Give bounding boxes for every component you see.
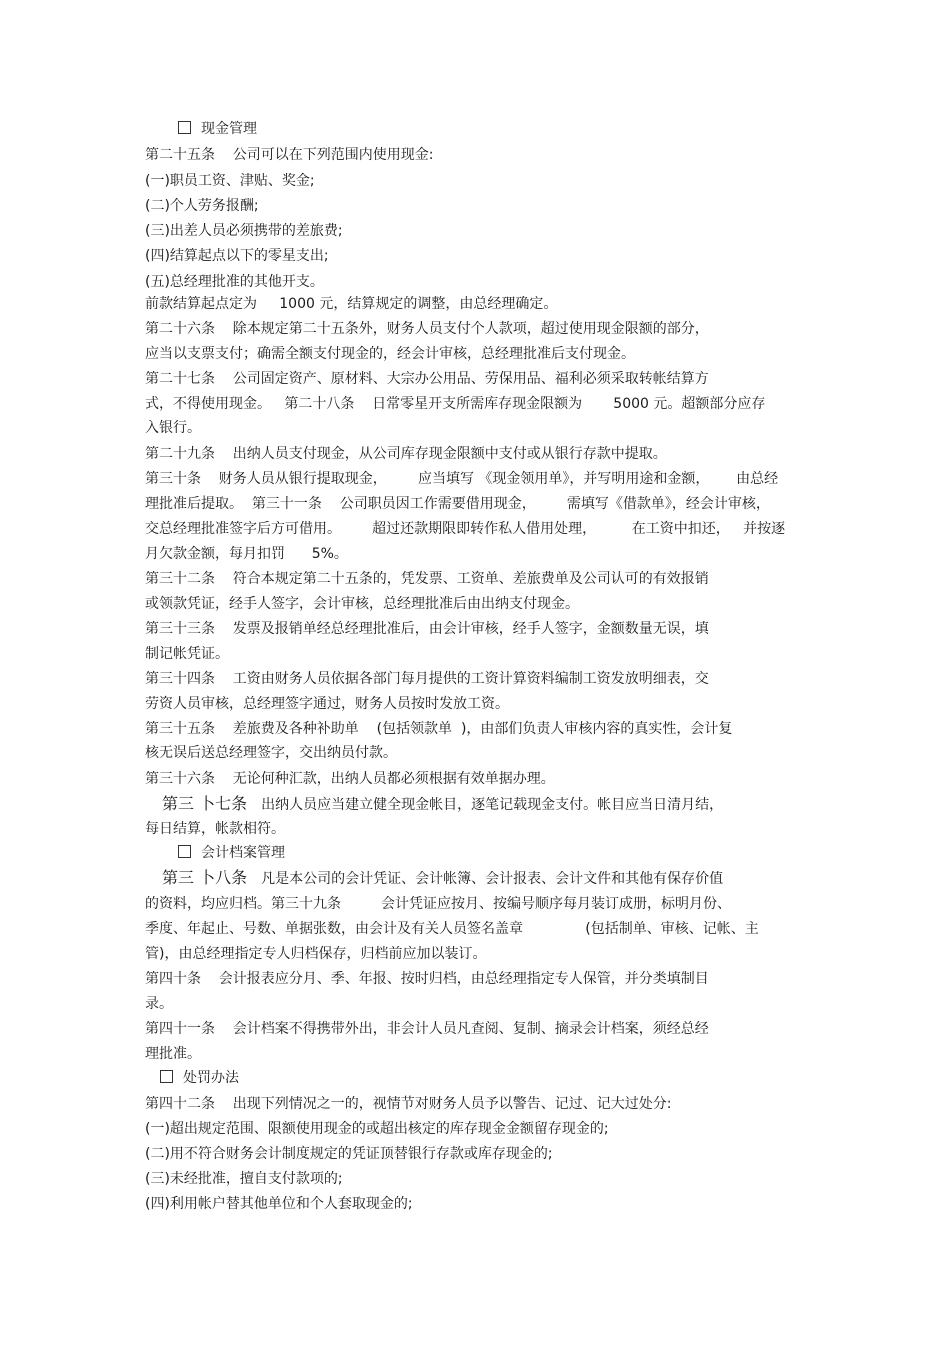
- text-line: 第三十三条 发票及报销单经总经理批准后，由会计审核，经手人签字，金额数量无误，填: [145, 621, 709, 637]
- heading-text: 会计档案管理: [201, 845, 285, 861]
- text-line: 第三十五条 差旅费及各种补助单 (包括领款单 )，由部们负责人审核内容的真实性，会计复: [145, 721, 733, 737]
- text-line: (二)用不符合财务会计制度规定的凭证顶替银行存款或库存现金的;: [145, 1146, 553, 1162]
- article-38-line: [162, 869, 723, 887]
- text-line: 式，不得使用现金。 第二十八条 日常零星开支所需库存现金限额为 5000 元。超额部分应存: [145, 396, 766, 412]
- text-line: 制记帐凭证。: [145, 646, 229, 662]
- article-lead: 第三 卜七条: [162, 794, 248, 813]
- text-line: 交总经理批准签字后方可借用。 超过还款期限即转作私人借用处理， 在工资中扣还， 并按逐: [145, 521, 786, 537]
- text-line: (一)超出规定范围、限额使用现金的或超出核定的库存现金金额留存现金的;: [145, 1121, 609, 1137]
- text-line: 第四十一条 会计档案不得携带外出，非会计人员凡查阅、复制、摘录会计档案，须经总经: [145, 1021, 709, 1037]
- section-heading-penalty: [160, 1069, 239, 1087]
- text-line: 第三十六条 无论何种汇款，出纳人员都必须根据有效单据办理。: [145, 771, 555, 787]
- article-37-line: [162, 795, 723, 813]
- text-line: 应当以支票支付；确需全额支付现金的，经会计审核，总经理批准后支付现金。: [145, 346, 635, 362]
- article-lead: 第三 卜八条: [162, 868, 248, 887]
- text-line: 第二十六条 除本规定第二十五条外，财务人员支付个人款项，超过使用现金限额的部分，: [145, 321, 709, 337]
- text-line: 第四十二条 出现下列情况之一的，视情节对财务人员予以警告、记过、记大过处分:: [145, 1096, 672, 1112]
- text-line: 第四十条 会计报表应分月、季、年报、按时归档，由总经理指定专人保管，并分类填制目: [145, 971, 709, 987]
- text-line: 入银行。: [145, 420, 201, 436]
- text-line: 录。: [145, 996, 173, 1012]
- text-line: 季度、年起止、号数、单据张数，由会计及有关人员签名盖章 (包括制单、审核、记帐、主: [145, 921, 759, 937]
- text-line: (一)职员工资、津贴、奖金;: [145, 173, 315, 189]
- checkbox-icon: [178, 121, 191, 134]
- section-heading-cash: [178, 120, 257, 138]
- text-line: 第二十九条 出纳人员支付现金，从公司库存现金限额中支付或从银行存款中提取。: [145, 446, 667, 462]
- text-line: 每日结算，帐款相符。: [145, 821, 285, 837]
- text-line: 管)，由总经理指定专人归档保存，归档前应加以装订。: [145, 946, 487, 962]
- heading-text: 处罚办法: [183, 1070, 239, 1086]
- text-line: 第三十二条 符合本规定第二十五条的，凭发票、工资单、差旅费单及公司认可的有效报销: [145, 571, 709, 587]
- checkbox-icon: [178, 845, 191, 858]
- text-line: (二)个人劳务报酬;: [145, 198, 259, 214]
- text-line: (四)利用帐户替其他单位和个人套取现金的;: [145, 1196, 413, 1212]
- text-line: 第二十七条 公司固定资产、原材料、大宗办公用品、劳保用品、福利必须采取转帐结算方: [145, 371, 709, 387]
- text-line: (四)结算起点以下的零星支出;: [145, 248, 329, 264]
- checkbox-icon: [160, 1070, 173, 1083]
- text-line: (三)出差人员必须携带的差旅费;: [145, 223, 343, 239]
- text-line: (五)总经理批准的其他开支。: [145, 274, 324, 290]
- section-heading-archive: [178, 844, 285, 862]
- text-line: 月欠款金额，每月扣罚 5%。: [145, 546, 348, 562]
- heading-text: 现金管理: [201, 121, 257, 137]
- article-text: 出纳人员应当建立健全现金帐目，逐笔记载现金支付。帐目应当日清月结，: [261, 797, 724, 813]
- text-line: 或领款凭证，经手人签字，会计审核，总经理批准后由出纳支付现金。: [145, 596, 579, 612]
- text-line: (三)未经批准，擅自支付款项的;: [145, 1171, 343, 1187]
- text-line: 第三十四条 工资由财务人员依据各部门每月提供的工资计算资料编制工资发放明细表，交: [145, 671, 709, 687]
- article-text: 凡是本公司的会计凭证、会计帐簿、会计报表、会计文件和其他有保存价值: [261, 871, 724, 887]
- text-line: 理批准后提取。 第三十一条 公司职员因工作需要借用现金， 需填写《借款单》，经会计审核，: [145, 496, 770, 512]
- text-line: 核无误后送总经理签字，交出纳员付款。: [145, 745, 397, 761]
- text-line: 理批准。: [145, 1046, 201, 1062]
- text-line: 前款结算起点定为 1000 元，结算规定的调整，由总经理确定。: [145, 296, 558, 312]
- text-line: 的资料，均应归档。第三十九条 会计凭证应按月、按编号顺序每月装订成册，标明月份、: [145, 896, 732, 912]
- text-line: 劳资人员审核，总经理签字通过，财务人员按时发放工资。: [145, 696, 509, 712]
- text-line: 第二十五条 公司可以在下列范围内使用现金:: [145, 147, 434, 163]
- text-line: 第三十条 财务人员从银行提取现金， 应当填写 《现金领用单》，并写明用途和金额， 由总经: [145, 471, 779, 487]
